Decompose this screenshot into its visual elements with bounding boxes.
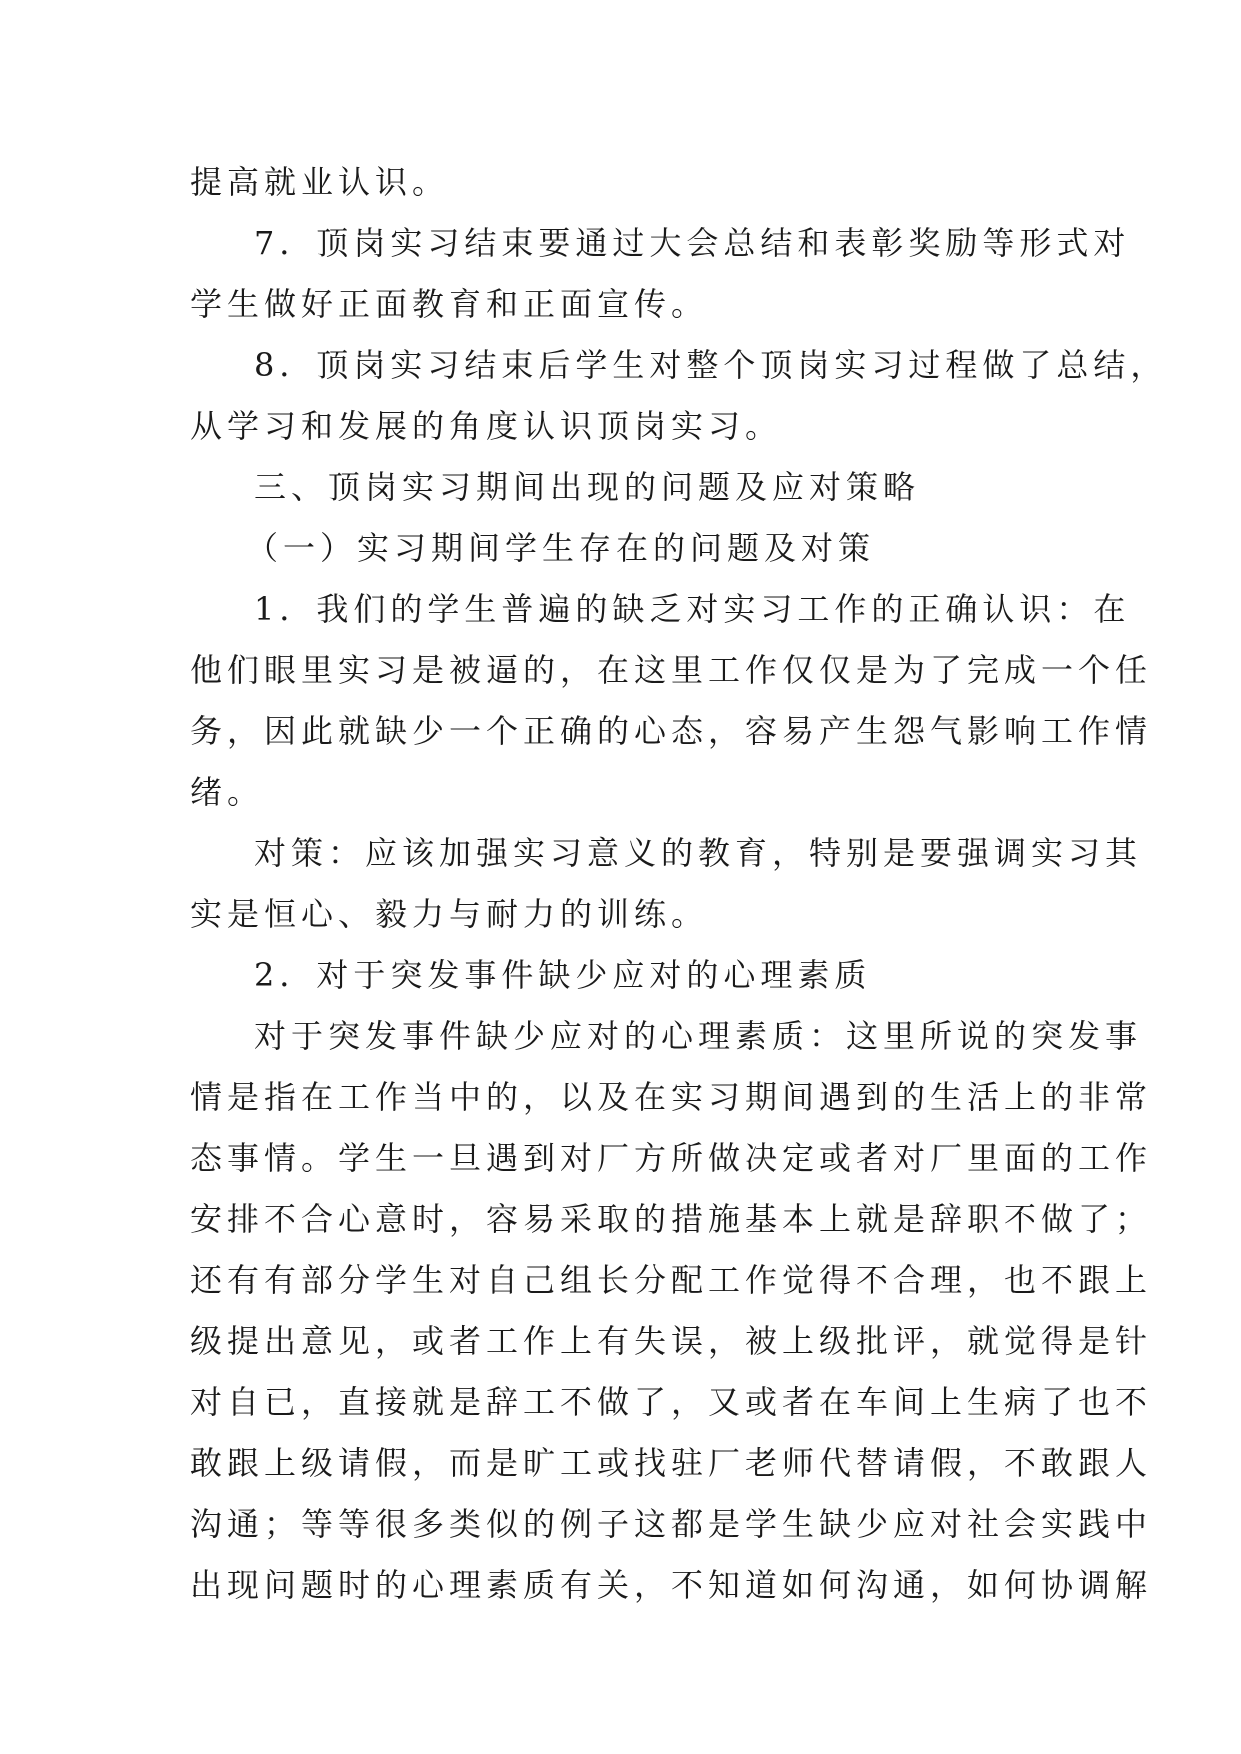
list-item-2: 2．对于突发事件缺少应对的心理素质 (254, 956, 872, 994)
paragraph-line: 级提出意见，或者工作上有失误，被上级批评，就觉得是针 (190, 1322, 1153, 1360)
paragraph-line: 还有有部分学生对自己组长分配工作觉得不合理，也不跟上 (190, 1261, 1153, 1299)
list-item-8: 8．顶岗实习结束后学生对整个顶岗实习过程做了总结， (254, 346, 1168, 384)
paragraph-line: 他们眼里实习是被逼的，在这里工作仅仅是为了完成一个任 (190, 651, 1153, 689)
paragraph-line: 对自已，直接就是辞工不做了，又或者在车间上生病了也不 (190, 1383, 1153, 1421)
list-item-1: 1．我们的学生普遍的缺乏对实习工作的正确认识：在 (254, 590, 1131, 628)
paragraph-line: 绪。 (190, 773, 265, 811)
paragraph-line: 安排不合心意时，容易采取的措施基本上就是辞职不做了； (190, 1200, 1153, 1238)
paragraph-line: 从学习和发展的角度认识顶岗实习。 (190, 407, 783, 445)
paragraph-line: 务，因此就缺少一个正确的心态，容易产生怨气影响工作情 (190, 712, 1153, 750)
paragraph-line: 情是指在工作当中的，以及在实习期间遇到的生活上的非常 (190, 1078, 1153, 1116)
paragraph-line: 态事情。学生一旦遇到对厂方所做决定或者对厂里面的工作 (190, 1139, 1153, 1177)
paragraph-line: 沟通；等等很多类似的例子这都是学生缺少应对社会实践中 (190, 1505, 1153, 1543)
paragraph-line: 提高就业认识。 (190, 163, 450, 201)
paragraph-line: 学生做好正面教育和正面宣传。 (190, 285, 709, 323)
section-heading: 三、顶岗实习期间出现的问题及应对策略 (254, 468, 921, 506)
countermeasure-paragraph: 对策：应该加强实习意义的教育，特别是要强调实习其 (254, 834, 1143, 872)
list-item-7: 7．顶岗实习结束要通过大会总结和表彰奖励等形式对 (254, 224, 1131, 262)
document-body (190, 152, 1168, 1616)
paragraph-line: 敢跟上级请假，而是旷工或找驻厂老师代替请假，不敢跟人 (190, 1444, 1153, 1482)
paragraph-line: 出现问题时的心理素质有关，不知道如何沟通，如何协调解 (190, 1566, 1153, 1604)
subsection-heading: （一）实习期间学生存在的问题及对策 (246, 529, 876, 567)
paragraph-line: 实是恒心、毅力与耐力的训练。 (190, 895, 709, 933)
body-paragraph: 对于突发事件缺少应对的心理素质：这里所说的突发事 (254, 1017, 1143, 1055)
